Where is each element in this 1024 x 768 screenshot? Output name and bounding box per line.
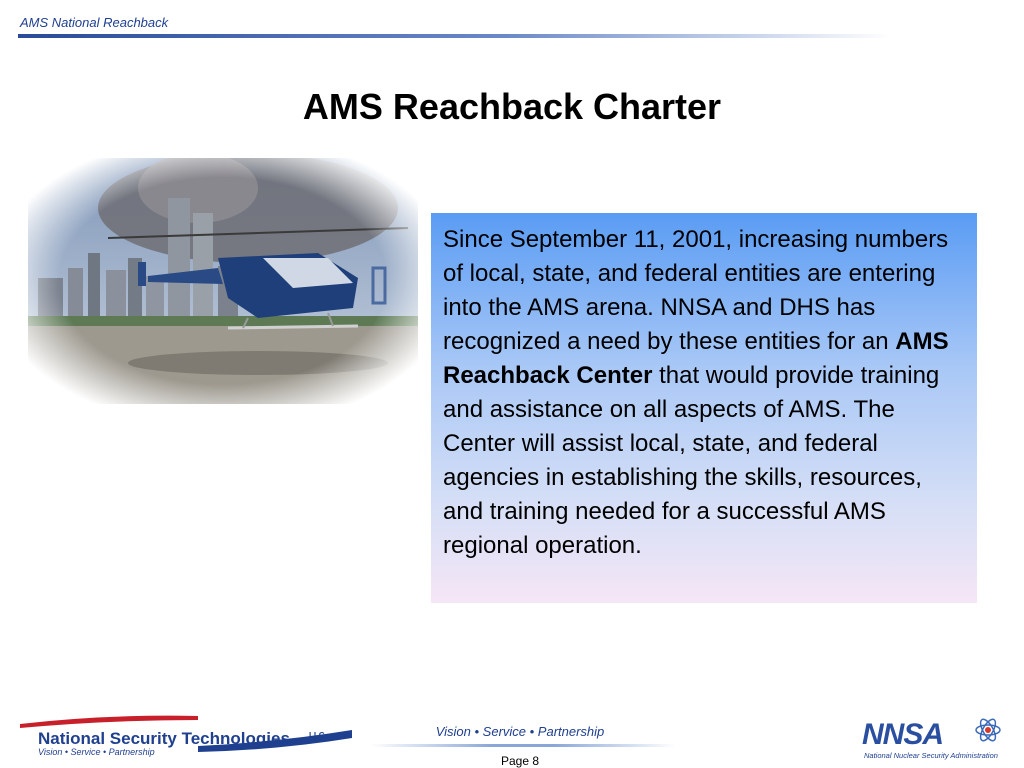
atom-icon <box>976 717 1000 743</box>
nstec-logo-name: National Security Technologies <box>38 729 290 748</box>
charter-text-part1: Since September 11, 2001, increasing numbers of local, state, and federal entities are entering into the AMS arena. NNSA and DHS has recognized a need by these entities for an <box>443 226 949 355</box>
helicopter-photo <box>28 158 418 404</box>
nstec-logo-suffix: LLC <box>309 731 325 740</box>
charter-text-box <box>431 213 977 603</box>
slide-title: AMS Reachback Charter <box>302 86 722 127</box>
footer-divider <box>370 744 676 747</box>
charter-text-bold: AMS Reachback Center <box>443 328 949 389</box>
header-title: AMS National Reachback <box>20 15 169 30</box>
footer-tagline: Vision • Service • Partnership <box>435 724 605 739</box>
nnsa-logo-letters: NNSA <box>862 718 944 751</box>
header-divider <box>18 34 988 38</box>
nstec-logo <box>18 712 358 762</box>
nnsa-logo <box>860 714 1006 764</box>
nstec-logo-tagline: Vision • Service • Partnership <box>38 747 155 757</box>
page-number: Page 8 <box>500 754 540 768</box>
charter-text-part2: that would provide training and assistance on all aspects of AMS. The Center will assist local, state, and federal agencies in establishing the skills, resources, and training needed for a successful AMS regional operation. <box>443 362 940 559</box>
nnsa-logo-caption: National Nuclear Security Administration <box>864 751 998 760</box>
